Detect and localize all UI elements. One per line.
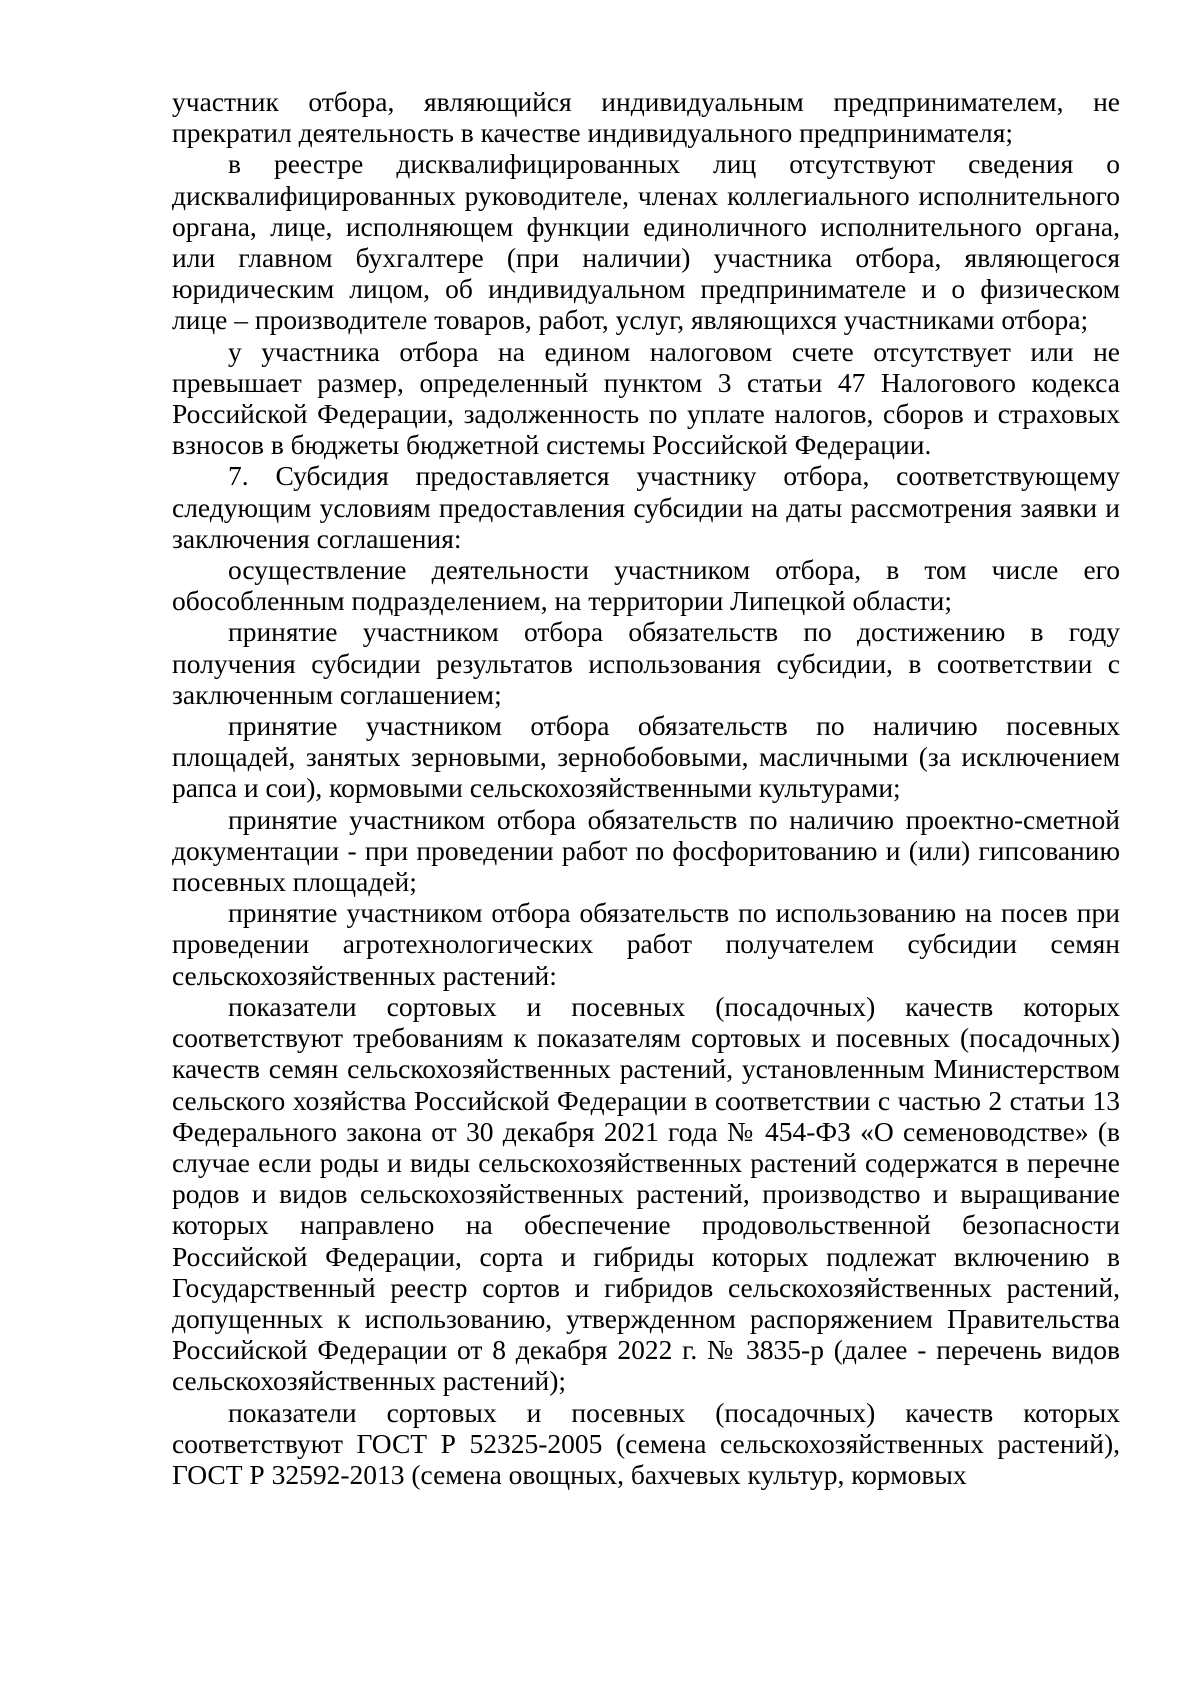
paragraph-8: принятие участником отбора обязательств по наличию проектно-сметной документации - при проведении работ по фосфоритованию и (или) гипсованию посевных площадей; (172, 803, 1120, 898)
document-page (172, 86, 1120, 1490)
paragraph-3: у участника отбора на едином налоговом счете отсутствует или не превышает размер, определенный пунктом 3 статьи 47 Налогового кодекса Российской Федерации, задолженность по уплате налогов, сборов и страховых взносов в бюджеты бюджетной системы Российской Федерации. (172, 335, 1120, 461)
paragraph-9: принятие участником отбора обязательств по использованию на посев при проведении агротехнологических работ получателем субсидии семян сельскохозяйственных растений: (172, 897, 1120, 991)
paragraph-2: в реестре дисквалифицированных лиц отсутствуют сведения о дисквалифицированных руководителе, членах коллегиального исполнительного органа, лице, исполняющем функции единоличного исполнительного органа, или главном бухгалтере (при наличии) участника отбора, являющегося юридическим лицом, об индивидуальном предпринимателе и о физическом лице – производителе товаров, работ, услуг, являющихся участниками отбора; (172, 148, 1120, 336)
paragraph-11: показатели сортовых и посевных (посадочных) качеств которых соответствуют ГОСТ Р 52325-2005 (семена сельскохозяйственных растений), ГОСТ Р 32592-2013 (семена овощных, бахчевых культур, кормовых (172, 1396, 1120, 1490)
paragraph-7: принятие участником отбора обязательств по наличию посевных площадей, занятых зерновыми, зернобобовыми, масличными (за исключением рапса и сои), кормовыми сельскохозяйственными культурами; (172, 710, 1120, 804)
paragraph-6: принятие участником отбора обязательств по достижению в году получения субсидии результатов использования субсидии, в соответствии с заключенным соглашением; (172, 616, 1120, 710)
paragraph-4: 7. Субсидия предоставляется участнику отбора, соответствующему следующим условиям предоставления субсидии на даты рассмотрения заявки и заключения соглашения: (172, 460, 1120, 554)
paragraph-1: участник отбора, являющийся индивидуальным предпринимателем, не прекратил деятельность в качестве индивидуального предпринимателя; (172, 86, 1120, 149)
paragraph-5: осуществление деятельности участником отбора, в том числе его обособленным подразделением, на территории Липецкой области; (172, 554, 1120, 617)
paragraph-10: показатели сортовых и посевных (посадочных) качеств которых соответствуют требованиям к показателям сортовых и посевных (посадочных) качеств семян сельскохозяйственных растений, установленным Министерством сельского хозяйства Российской Федерации в соответствии с частью 2 статьи 13 Федерального закона от 30 декабря 2021 года № 454-ФЗ «О семеноводстве» (в случае если роды и виды сельскохозяйственных растений содержатся в перечне родов и видов сельскохозяйственных растений, производство и выращивание которых направлено на обеспечение продовольственной безопасности Российской Федерации, сорта и гибриды которых подлежат включению в Государственный реестр сортов и гибридов сельскохозяйственных растений, допущенных к использованию, утвержденном распоряжением Правительства Российской Федерации от 8 декабря 2022 г. № 3835-р (далее - перечень видов сельскохозяйственных растений); (172, 990, 1120, 1397)
